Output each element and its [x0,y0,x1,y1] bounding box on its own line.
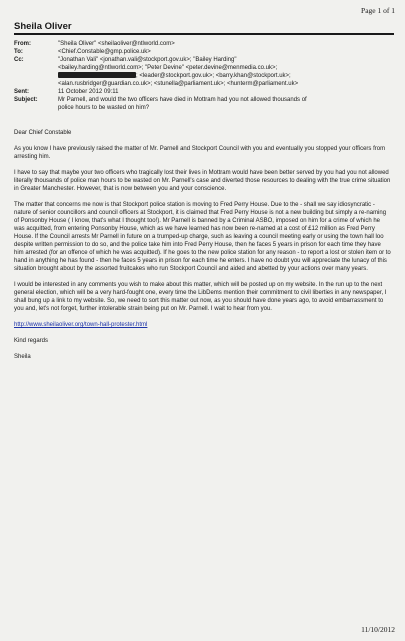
footer-date: 11/10/2012 [361,625,395,634]
from-value: "Sheila Oliver" <sheilaoliver@ntlworld.com> [58,41,175,47]
website-link[interactable]: http://www.sheilaoliver.org/town-hall-protester.html [14,322,148,328]
to-value: <Chief.Constable@gmp.police.uk> [58,49,151,55]
cc-row [14,56,392,88]
cc-line: <bailey.harding@ntlworld.com>; "Peter Devine" <peter.devine@menmedia.co.uk>; [58,65,278,71]
website-link-paragraph [14,321,392,329]
sent-value: 11 October 2012 09:11 [58,89,119,95]
cc-line: "Jonathan Vali" <jonathan.vali@stockport.gov.uk>; "Bailey Harding" [58,57,237,63]
cc-line-remainder: <leader@stockport.gov.uk>; <barry.khan@stockport.uk>; [139,73,291,79]
subject-row [14,96,392,112]
from-row [14,40,392,48]
subject-line: police hours to be wasted on him? [58,105,150,111]
email-header-block [14,40,392,112]
body-paragraph: The matter that concerns me now is that Stockport police station is moving to Fred Perry House. Due to the - shall we say idiosyncratic - nature of senior councillors and council officers at Stockport, it is claimed that Fred Perry House is not a new building but simply a re-naming of Ponsonby House ( I know, that's what I thought too!). Mr Parnell is banned by a Criminal ASBO, imposed on him for a crime of which he was acquitted, from entering Ponsonby House, which as we have learned has now been re-named at a cost of £12 million as Fred Perry House. If the Council arrests Mr Parnell in future on a trumped-up charge, such as leaving a council meeting early or using the town hall loo despite written permission to do so, and the police take him into Fred Perry House, then he faces 5 years in prison for each time they have him arrested (for an offence of which he was acquitted). If he goes to the new police station for any reason - to report a lost or stolen item or to hand in anything he has found - then he faces 5 years in prison for each time he enters. I have no doubt you will appreciate the lunacy of this situation brought about by the assorted fruitcakes who run Stockport Council and aided and abetted by your actions over many years. [14,202,391,272]
subject-line: Mr Parnell, and would the two officers have died in Mottram had you not allowed thousands of [58,97,307,103]
cc-label: Cc: [14,57,24,63]
sent-row [14,88,392,96]
from-label: From: [14,41,31,47]
greeting: Dear Chief Constable [14,130,72,136]
cc-line: <alan.rusbridger@guardian.co.uk>; <stunella@parliament.uk>; <hunterm@parliament.uk> [58,81,299,87]
closing: Kind regards [14,338,49,344]
subject-label: Subject: [14,97,38,103]
cc-line-redacted: ; <leader@stockport.gov.uk>; <barry.khan@stockport.uk>; [58,72,392,80]
body-paragraph: I have to say that maybe your two officers who tragically lost their lives in Mottram would have been better served by you had you not allowed literally thousands of police man hours to be wasted on Mr. Parnell's case and diverted those resources to dealing with the true crime situation in Greater Manchester. However, that is now between you and your conscience. [14,170,391,192]
sent-label: Sent: [14,89,29,95]
cc-value [58,56,392,88]
signature: Sheila [14,354,31,360]
to-row [14,48,392,56]
page-number: Page 1 of 1 [361,6,395,15]
sender-name-heading: Sheila Oliver [14,21,72,32]
body-paragraph: I would be interested in any comments you wish to make about this matter, which will be posted up on my website. In the run up to the next general election, which will be a very hard-fought one, every time the LibDems mention their commitment to civil liberties in any newspaper, I shall bung up a link to my website. So, we need to sort this matter out now, as you should have done years ago, to avoid embarrassment to you and, let's not forget, further intolerable strain being put on Mr. Parnell. I wait to hear from you. [14,282,387,312]
to-label: To: [14,49,23,55]
email-body [14,129,392,369]
subject-value [58,96,392,112]
header-divider [14,33,394,35]
body-paragraph: As you know I have previously raised the matter of Mr. Parnell and Stockport Council with you and eventually you stopped your officers from arresting him. [14,146,386,160]
redaction-mark [58,72,136,78]
